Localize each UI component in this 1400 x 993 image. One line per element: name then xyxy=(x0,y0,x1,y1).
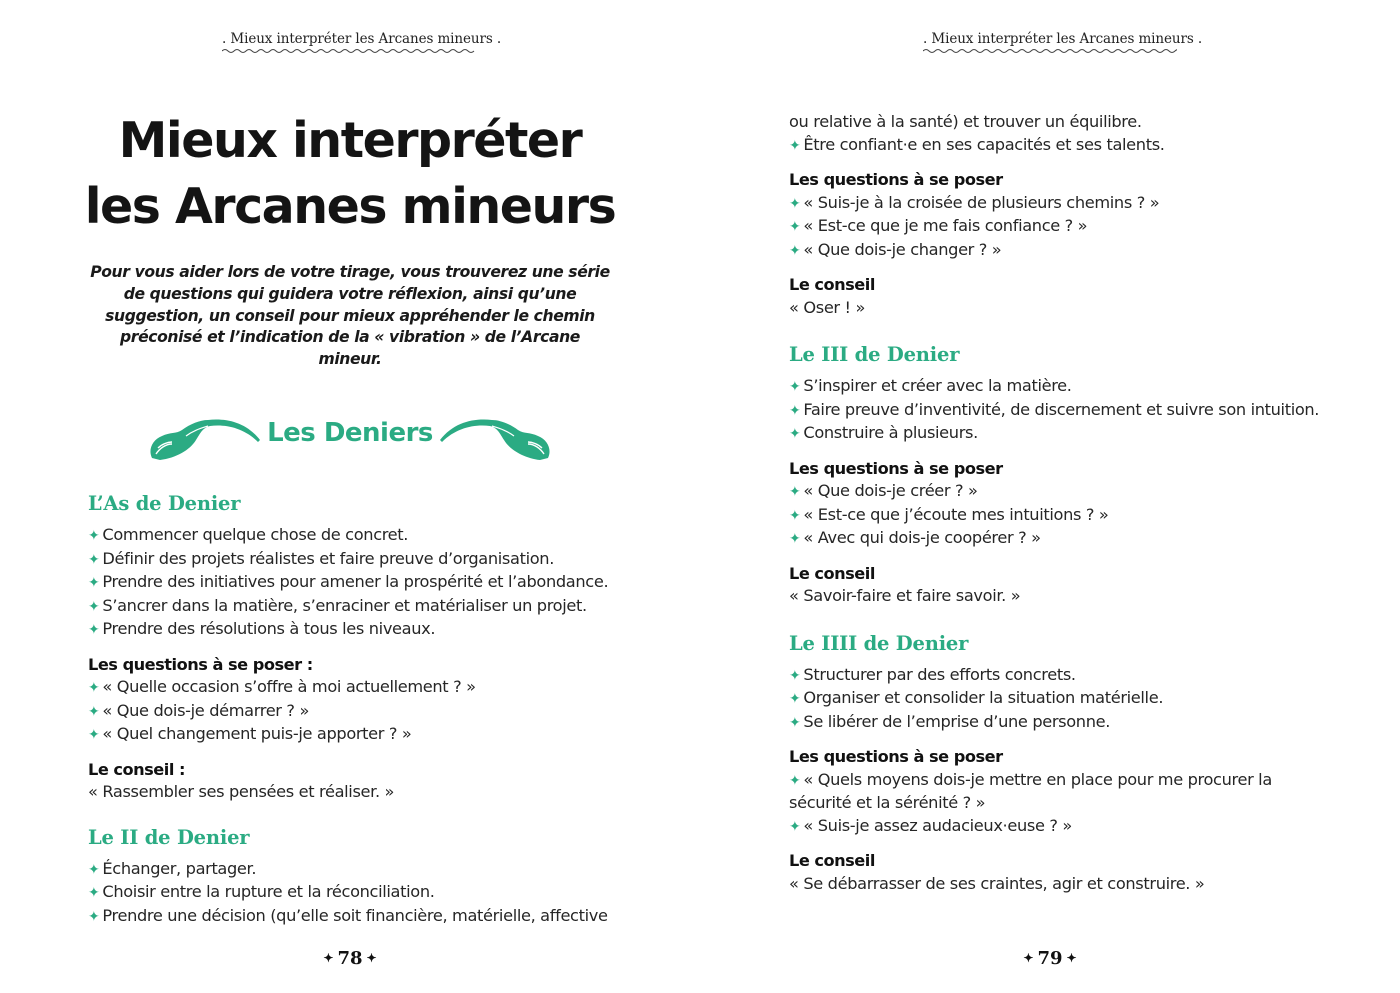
question-text: « Quelle occasion s’offre à moi actuellement ? » xyxy=(102,677,476,696)
card-iiii-de-denier xyxy=(789,630,1329,896)
advice-label: Le conseil xyxy=(789,851,875,870)
four-point-star-icon: ✦ xyxy=(789,379,801,395)
question-item xyxy=(88,723,628,747)
question-text: « Quel changement puis-je apporter ? » xyxy=(102,724,412,743)
advice-label: Le conseil xyxy=(789,275,875,294)
meaning-item xyxy=(88,618,628,642)
four-point-star-icon: ✦ xyxy=(88,680,100,696)
questions-label: Les questions à se poser xyxy=(789,458,1003,478)
four-point-star-icon: ✦ xyxy=(789,137,801,154)
meaning-text: Structurer par des efforts concrets. xyxy=(803,664,1076,684)
advice-text: « Se débarrasser de ses craintes, agir et construire. » xyxy=(789,873,1205,893)
right-page xyxy=(700,0,1400,993)
advice-label: Le conseil : xyxy=(88,759,185,779)
advice-text: « Oser ! » xyxy=(789,297,866,317)
page-title xyxy=(0,108,700,240)
leaf-ornament-right-icon xyxy=(438,414,554,464)
running-header-text: . Mieux interpréter les Arcanes mineurs . xyxy=(222,31,502,47)
question-item xyxy=(789,480,1329,504)
four-point-star-icon: ✦ xyxy=(789,426,801,442)
running-header xyxy=(923,31,1202,54)
four-point-star-icon: ✦ xyxy=(789,195,801,212)
meaning-item xyxy=(88,858,628,882)
meaning-item xyxy=(789,711,1329,735)
advice-text: « Savoir-faire et faire savoir. » xyxy=(789,586,1021,605)
left-content xyxy=(88,490,628,948)
question-item xyxy=(88,700,628,724)
question-text: « Que dois-je créer ? » xyxy=(803,481,978,500)
card-title: L’As de Denier xyxy=(88,492,241,515)
question-text: « Suis-je assez audacieux·euse ? » xyxy=(803,815,1072,835)
meaning-item xyxy=(88,595,628,619)
question-item xyxy=(789,527,1329,551)
meaning-text: S’ancrer dans la matière, s’enraciner et matérialiser un projet. xyxy=(102,595,587,615)
meaning-item xyxy=(789,399,1329,423)
four-point-star-icon: ✦ xyxy=(789,402,801,419)
page-number xyxy=(700,948,1400,969)
four-point-star-icon: ✦ xyxy=(789,691,801,707)
four-point-star-icon: ✦ xyxy=(88,908,100,925)
wavy-underline-icon xyxy=(923,48,1177,54)
meaning-item xyxy=(88,548,628,572)
wavy-underline-icon xyxy=(222,48,476,54)
card-title: Le IIII de Denier xyxy=(789,631,969,655)
question-item xyxy=(789,239,1329,263)
card-ii-de-denier-continued xyxy=(789,111,1329,319)
four-point-star-icon: ✦ xyxy=(88,727,100,743)
page-number-text: 79 xyxy=(1037,948,1063,969)
four-point-star-icon: ✦ xyxy=(88,703,100,720)
question-item xyxy=(88,676,628,700)
questions-label: Les questions à se poser xyxy=(789,170,1003,189)
question-text: « Quels moyens dois-je mettre en place pour me procurer la sécurité et la sérénité ? » xyxy=(789,769,1272,812)
question-item xyxy=(789,769,1329,815)
meaning-item xyxy=(789,375,1329,399)
meaning-text: Commencer quelque chose de concret. xyxy=(102,525,409,544)
four-point-star-icon: ✦ xyxy=(789,818,801,835)
four-point-star-icon: ✦ xyxy=(789,531,801,547)
four-point-star-icon: ✦ xyxy=(88,528,100,544)
meaning-text: Organiser et consolider la situation matérielle. xyxy=(803,688,1164,707)
question-text: « Que dois-je changer ? » xyxy=(803,239,1002,259)
meaning-text: Définir des projets réalistes et faire preuve d’organisation. xyxy=(102,548,554,568)
suit-title: Les Deniers xyxy=(267,418,433,448)
four-point-star-icon: ✦ xyxy=(88,885,100,901)
meaning-text: Faire preuve d’inventivité, de discernement et suivre son intuition. xyxy=(803,399,1320,419)
four-point-star-icon: ✦ xyxy=(1023,951,1034,965)
meaning-text: Prendre des initiatives pour amener la prospérité et l’abondance. xyxy=(102,572,609,591)
meaning-item xyxy=(789,422,1329,446)
suit-banner xyxy=(146,410,554,466)
four-point-star-icon: ✦ xyxy=(88,622,100,638)
question-item xyxy=(789,504,1329,528)
question-text: « Est-ce que je me fais confiance ? » xyxy=(803,216,1088,235)
four-point-star-icon: ✦ xyxy=(789,714,801,731)
meaning-item xyxy=(88,905,628,929)
title-line-1: Mieux interpréter xyxy=(118,112,582,169)
question-item xyxy=(789,815,1329,839)
running-header-text: . Mieux interpréter les Arcanes mineurs . xyxy=(923,31,1203,47)
questions-label: Les questions à se poser : xyxy=(88,654,313,674)
leaf-ornament-left-icon xyxy=(146,414,262,464)
meaning-item xyxy=(88,571,628,595)
card-as-de-denier xyxy=(88,490,628,804)
question-text: « Suis-je à la croisée de plusieurs chemins ? » xyxy=(803,192,1160,212)
meaning-item xyxy=(789,687,1329,711)
question-text: « Est-ce que j’écoute mes intuitions ? » xyxy=(803,504,1109,524)
meaning-item xyxy=(88,524,628,548)
advice-label: Le conseil xyxy=(789,563,875,583)
card-title: Le II de Denier xyxy=(88,825,250,849)
meaning-text: Échanger, partager. xyxy=(102,858,257,878)
meaning-text: Se libérer de l’emprise d’une personne. xyxy=(803,711,1111,731)
four-point-star-icon: ✦ xyxy=(789,507,801,524)
questions-label: Les questions à se poser xyxy=(789,747,1003,766)
continuation-text: ou relative à la santé) et trouver un équilibre. xyxy=(789,112,1142,131)
meaning-item xyxy=(789,664,1329,688)
meaning-text: Prendre des résolutions à tous les niveaux. xyxy=(102,619,436,638)
meaning-text: Être confiant·e en ses capacités et ses talents. xyxy=(803,134,1165,154)
intro-paragraph: Pour vous aider lors de votre tirage, vous trouverez une série de questions qui guidera votre réflexion, ainsi qu’une suggestion, un conseil pour mieux appréhender le chemin préconisé et l’indication de la « vibration » de l’Arcane mineur. xyxy=(90,263,610,369)
four-point-star-icon: ✦ xyxy=(789,667,801,684)
four-point-star-icon: ✦ xyxy=(1066,951,1077,965)
four-point-star-icon: ✦ xyxy=(789,219,801,235)
meaning-item xyxy=(789,134,1329,158)
four-point-star-icon: ✦ xyxy=(789,484,801,500)
four-point-star-icon: ✦ xyxy=(789,772,801,789)
card-iii-de-denier xyxy=(789,341,1329,608)
meaning-text: Construire à plusieurs. xyxy=(803,423,978,442)
question-text: « Avec qui dois-je coopérer ? » xyxy=(803,528,1041,547)
meaning-text: Prendre une décision (qu’elle soit financière, matérielle, affective xyxy=(102,905,608,925)
four-point-star-icon: ✦ xyxy=(88,551,100,568)
question-text: « Que dois-je démarrer ? » xyxy=(102,700,309,720)
four-point-star-icon: ✦ xyxy=(88,861,100,878)
meaning-text: Choisir entre la rupture et la réconciliation. xyxy=(102,882,435,901)
four-point-star-icon: ✦ xyxy=(366,951,377,965)
question-item xyxy=(789,215,1329,239)
page-number xyxy=(0,948,700,969)
right-content xyxy=(789,111,1329,915)
meaning-text: S’inspirer et créer avec la matière. xyxy=(803,376,1072,395)
four-point-star-icon: ✦ xyxy=(88,575,100,591)
four-point-star-icon: ✦ xyxy=(88,598,100,615)
running-header xyxy=(222,31,501,54)
advice-text: « Rassembler ses pensées et réaliser. » xyxy=(88,782,395,801)
four-point-star-icon: ✦ xyxy=(323,951,334,965)
card-title: Le III de Denier xyxy=(789,343,960,366)
four-point-star-icon: ✦ xyxy=(789,242,801,259)
page-number-text: 78 xyxy=(337,948,363,969)
question-item xyxy=(789,192,1329,216)
card-ii-de-denier xyxy=(88,824,628,929)
meaning-item xyxy=(88,881,628,905)
title-line-2: les Arcanes mineurs xyxy=(84,178,616,235)
